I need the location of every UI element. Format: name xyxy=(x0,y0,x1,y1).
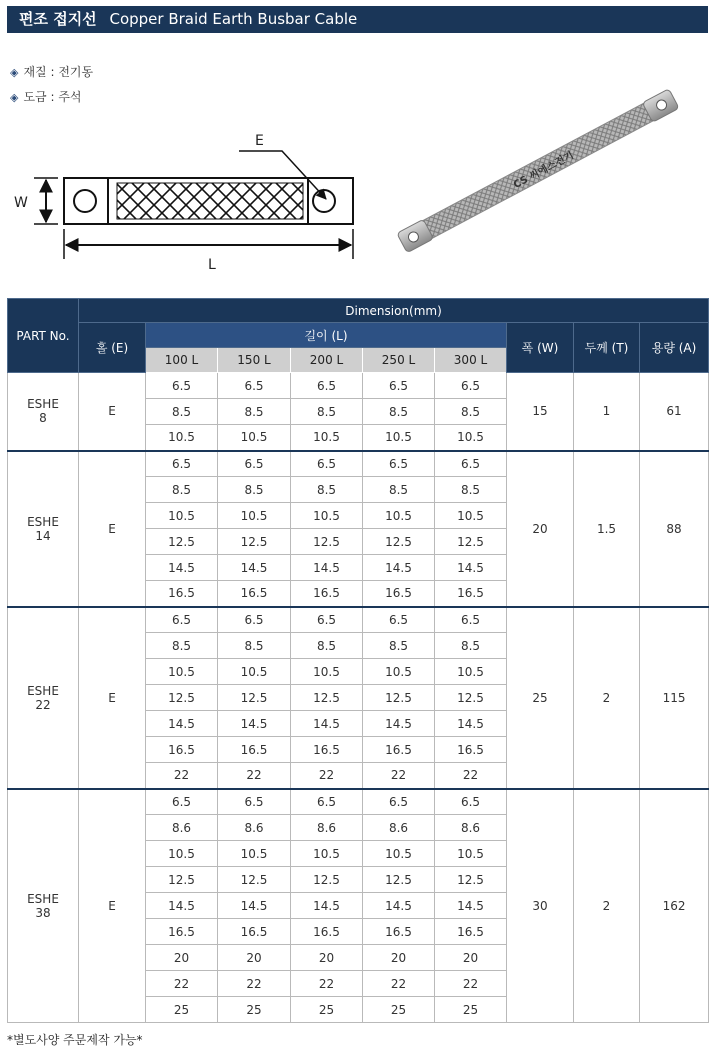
hole-size-cell: 10.5 xyxy=(363,503,435,529)
hole-size-cell: 12.5 xyxy=(218,685,291,711)
part-no-header: PART No. xyxy=(8,299,79,373)
hole-size-cell: 16.5 xyxy=(435,919,507,945)
hole-size-cell: 6.5 xyxy=(435,607,507,633)
diamond-bullet-icon: ◈ xyxy=(10,91,19,104)
hole-size-cell: 6.5 xyxy=(218,373,291,399)
hole-size-cell: 6.5 xyxy=(218,789,291,815)
title-english: Copper Braid Earth Busbar Cable xyxy=(109,10,358,28)
hole-size-cell: 25 xyxy=(218,997,291,1023)
hole-size-cell: 20 xyxy=(363,945,435,971)
hole-size-cell: 8.5 xyxy=(218,477,291,503)
hole-size-cell: 6.5 xyxy=(291,451,363,477)
part-number-cell: ESHE 22 xyxy=(8,607,79,789)
spec-table xyxy=(7,298,709,1023)
hole-size-cell: 20 xyxy=(218,945,291,971)
part-number-cell: ESHE 8 xyxy=(8,373,79,451)
table-row xyxy=(8,607,709,633)
right-hole xyxy=(313,190,335,212)
hole-size-cell: 8.5 xyxy=(146,399,218,425)
thickness-cell: 2 xyxy=(574,789,640,1023)
length-col-300: 300 L xyxy=(435,348,507,373)
product-photo xyxy=(383,68,693,278)
hole-size-cell: 10.5 xyxy=(291,659,363,685)
hole-size-cell: 10.5 xyxy=(291,503,363,529)
hole-size-cell: 6.5 xyxy=(435,789,507,815)
hole-size-cell: 8.5 xyxy=(363,399,435,425)
hole-size-cell: 12.5 xyxy=(435,867,507,893)
hole-size-cell: 8.5 xyxy=(291,477,363,503)
braid-pattern xyxy=(117,183,303,219)
hole-header: 홀 (E) xyxy=(79,323,146,373)
hole-size-cell: 16.5 xyxy=(146,919,218,945)
hole-size-cell: 14.5 xyxy=(435,893,507,919)
hole-size-cell: 10.5 xyxy=(218,425,291,451)
hole-size-cell: 8.5 xyxy=(435,633,507,659)
hole-size-cell: 8.5 xyxy=(218,399,291,425)
hole-size-cell: 14.5 xyxy=(291,555,363,581)
hole-size-cell: 6.5 xyxy=(291,789,363,815)
hole-size-cell: 16.5 xyxy=(363,737,435,763)
capacity-cell: 115 xyxy=(640,607,709,789)
hole-size-cell: 25 xyxy=(435,997,507,1023)
hole-label: E xyxy=(255,133,264,149)
hole-size-cell: 14.5 xyxy=(363,893,435,919)
hole-size-cell: 14.5 xyxy=(146,711,218,737)
hole-size-cell: 14.5 xyxy=(291,893,363,919)
hole-size-cell: 8.5 xyxy=(218,633,291,659)
hole-size-cell: 14.5 xyxy=(146,893,218,919)
hole-size-cell: 25 xyxy=(291,997,363,1023)
hole-size-cell: 16.5 xyxy=(291,581,363,607)
hole-size-cell: 14.5 xyxy=(363,711,435,737)
hole-size-cell: 22 xyxy=(291,971,363,997)
table-row xyxy=(8,789,709,815)
hole-size-cell: 6.5 xyxy=(146,373,218,399)
thickness-cell: 2 xyxy=(574,607,640,789)
hole-size-cell: 22 xyxy=(363,971,435,997)
width-label: W xyxy=(14,195,28,211)
hole-size-cell: 16.5 xyxy=(363,581,435,607)
hole-size-cell: 14.5 xyxy=(435,555,507,581)
hole-size-cell: 6.5 xyxy=(363,451,435,477)
hole-size-cell: 8.6 xyxy=(146,815,218,841)
hole-size-cell: 8.5 xyxy=(146,477,218,503)
spec-list xyxy=(10,60,93,110)
hole-size-cell: 22 xyxy=(435,763,507,789)
hole-size-cell: 12.5 xyxy=(435,685,507,711)
dimension-header: Dimension(mm) xyxy=(79,299,709,323)
hole-size-cell: 6.5 xyxy=(435,451,507,477)
hole-size-cell: 12.5 xyxy=(146,685,218,711)
hole-size-cell: 10.5 xyxy=(146,503,218,529)
hole-size-cell: 12.5 xyxy=(218,529,291,555)
hole-size-cell: 25 xyxy=(363,997,435,1023)
hole-size-cell: 14.5 xyxy=(291,711,363,737)
hole-size-cell: 16.5 xyxy=(435,581,507,607)
hole-size-cell: 20 xyxy=(146,945,218,971)
hole-size-cell: 16.5 xyxy=(146,737,218,763)
hole-size-cell: 10.5 xyxy=(363,659,435,685)
hole-size-cell: 10.5 xyxy=(291,425,363,451)
hole-size-cell: 10.5 xyxy=(435,503,507,529)
table-row xyxy=(8,451,709,477)
spec-item: ◈ 도금 : 주석 xyxy=(10,90,82,104)
length-label: L xyxy=(208,257,216,273)
hole-size-cell: 22 xyxy=(291,763,363,789)
capacity-cell: 88 xyxy=(640,451,709,607)
spec-table-body xyxy=(8,373,709,1023)
hole-size-cell: 6.5 xyxy=(291,373,363,399)
hole-size-cell: 10.5 xyxy=(363,841,435,867)
hole-size-cell: 12.5 xyxy=(363,529,435,555)
capacity-header: 용량 (A) xyxy=(640,323,709,373)
product-marking: CS 씨에스전기 xyxy=(511,150,576,191)
hole-size-cell: 6.5 xyxy=(363,373,435,399)
part-number-cell: ESHE 14 xyxy=(8,451,79,607)
hole-size-cell: 12.5 xyxy=(218,867,291,893)
hole-size-cell: 22 xyxy=(146,971,218,997)
hole-size-cell: 12.5 xyxy=(435,529,507,555)
width-cell: 15 xyxy=(507,373,574,451)
capacity-cell: 162 xyxy=(640,789,709,1023)
hole-size-cell: 10.5 xyxy=(218,503,291,529)
hole-size-cell: 20 xyxy=(291,945,363,971)
hole-size-cell: 14.5 xyxy=(218,711,291,737)
hole-size-cell: 20 xyxy=(435,945,507,971)
hole-size-cell: 16.5 xyxy=(435,737,507,763)
hole-size-cell: 10.5 xyxy=(291,841,363,867)
length-col-250: 250 L xyxy=(363,348,435,373)
footnote: *별도사양 주문제작 가능* xyxy=(7,1033,143,1047)
hole-size-cell: 8.5 xyxy=(291,633,363,659)
hole-size-cell: 8.5 xyxy=(146,633,218,659)
hole-size-cell: 6.5 xyxy=(146,607,218,633)
length-col-100: 100 L xyxy=(146,348,218,373)
hole-size-cell: 8.6 xyxy=(363,815,435,841)
dimension-drawing xyxy=(10,125,370,280)
hole-size-cell: 22 xyxy=(363,763,435,789)
hole-size-cell: 14.5 xyxy=(218,893,291,919)
hole-size-cell: 22 xyxy=(218,763,291,789)
hole-size-cell: 12.5 xyxy=(363,867,435,893)
thickness-header: 두께 (T) xyxy=(574,323,640,373)
hole-size-cell: 8.6 xyxy=(435,815,507,841)
hole-size-cell: 16.5 xyxy=(218,919,291,945)
width-cell: 30 xyxy=(507,789,574,1023)
left-hole xyxy=(74,190,96,212)
hole-size-cell: 12.5 xyxy=(363,685,435,711)
hole-size-cell: 16.5 xyxy=(363,919,435,945)
hole-size-cell: 10.5 xyxy=(218,841,291,867)
hole-size-cell: 10.5 xyxy=(146,425,218,451)
hole-cell: E xyxy=(79,373,146,451)
hole-cell: E xyxy=(79,607,146,789)
hole-size-cell: 10.5 xyxy=(218,659,291,685)
hole-size-cell: 8.5 xyxy=(435,477,507,503)
hole-size-cell: 12.5 xyxy=(146,867,218,893)
hole-size-cell: 8.6 xyxy=(218,815,291,841)
hole-size-cell: 10.5 xyxy=(435,659,507,685)
hole-size-cell: 6.5 xyxy=(291,607,363,633)
hole-size-cell: 14.5 xyxy=(435,711,507,737)
part-number-cell: ESHE 38 xyxy=(8,789,79,1023)
length-col-150: 150 L xyxy=(218,348,291,373)
width-cell: 20 xyxy=(507,451,574,607)
hole-size-cell: 12.5 xyxy=(291,685,363,711)
hole-size-cell: 8.5 xyxy=(363,477,435,503)
hole-size-cell: 16.5 xyxy=(291,919,363,945)
hole-size-cell: 16.5 xyxy=(218,581,291,607)
page-title-bar xyxy=(7,6,708,33)
spec-item: ◈ 재질 : 전기동 xyxy=(10,65,94,79)
hole-size-cell: 6.5 xyxy=(146,451,218,477)
title-korean: 편조 접지선 xyxy=(19,10,97,28)
hole-size-cell: 6.5 xyxy=(363,607,435,633)
hole-size-cell: 16.5 xyxy=(146,581,218,607)
hole-size-cell: 12.5 xyxy=(146,529,218,555)
hole-size-cell: 12.5 xyxy=(291,529,363,555)
hole-size-cell: 6.5 xyxy=(363,789,435,815)
hole-size-cell: 10.5 xyxy=(146,841,218,867)
diamond-bullet-icon: ◈ xyxy=(10,66,19,79)
hole-cell: E xyxy=(79,789,146,1023)
length-header: 길이 (L) xyxy=(146,323,507,348)
hole-size-cell: 8.5 xyxy=(435,399,507,425)
hole-size-cell: 6.5 xyxy=(435,373,507,399)
capacity-cell: 61 xyxy=(640,373,709,451)
hole-size-cell: 16.5 xyxy=(291,737,363,763)
length-col-200: 200 L xyxy=(291,348,363,373)
hole-size-cell: 6.5 xyxy=(218,451,291,477)
thickness-cell: 1 xyxy=(574,373,640,451)
hole-size-cell: 22 xyxy=(146,763,218,789)
width-cell: 25 xyxy=(507,607,574,789)
hole-size-cell: 14.5 xyxy=(363,555,435,581)
hole-size-cell: 6.5 xyxy=(146,789,218,815)
hole-size-cell: 8.6 xyxy=(291,815,363,841)
hole-size-cell: 16.5 xyxy=(218,737,291,763)
hole-size-cell: 22 xyxy=(218,971,291,997)
hole-size-cell: 10.5 xyxy=(435,841,507,867)
table-row xyxy=(8,373,709,399)
hole-size-cell: 12.5 xyxy=(291,867,363,893)
hole-size-cell: 10.5 xyxy=(363,425,435,451)
hole-cell: E xyxy=(79,451,146,607)
thickness-cell: 1.5 xyxy=(574,451,640,607)
hole-size-cell: 10.5 xyxy=(435,425,507,451)
hole-size-cell: 6.5 xyxy=(218,607,291,633)
hole-size-cell: 14.5 xyxy=(146,555,218,581)
hole-size-cell: 10.5 xyxy=(146,659,218,685)
hole-size-cell: 25 xyxy=(146,997,218,1023)
hole-size-cell: 8.5 xyxy=(291,399,363,425)
hole-size-cell: 22 xyxy=(435,971,507,997)
hole-size-cell: 8.5 xyxy=(363,633,435,659)
width-header: 폭 (W) xyxy=(507,323,574,373)
hole-size-cell: 14.5 xyxy=(218,555,291,581)
